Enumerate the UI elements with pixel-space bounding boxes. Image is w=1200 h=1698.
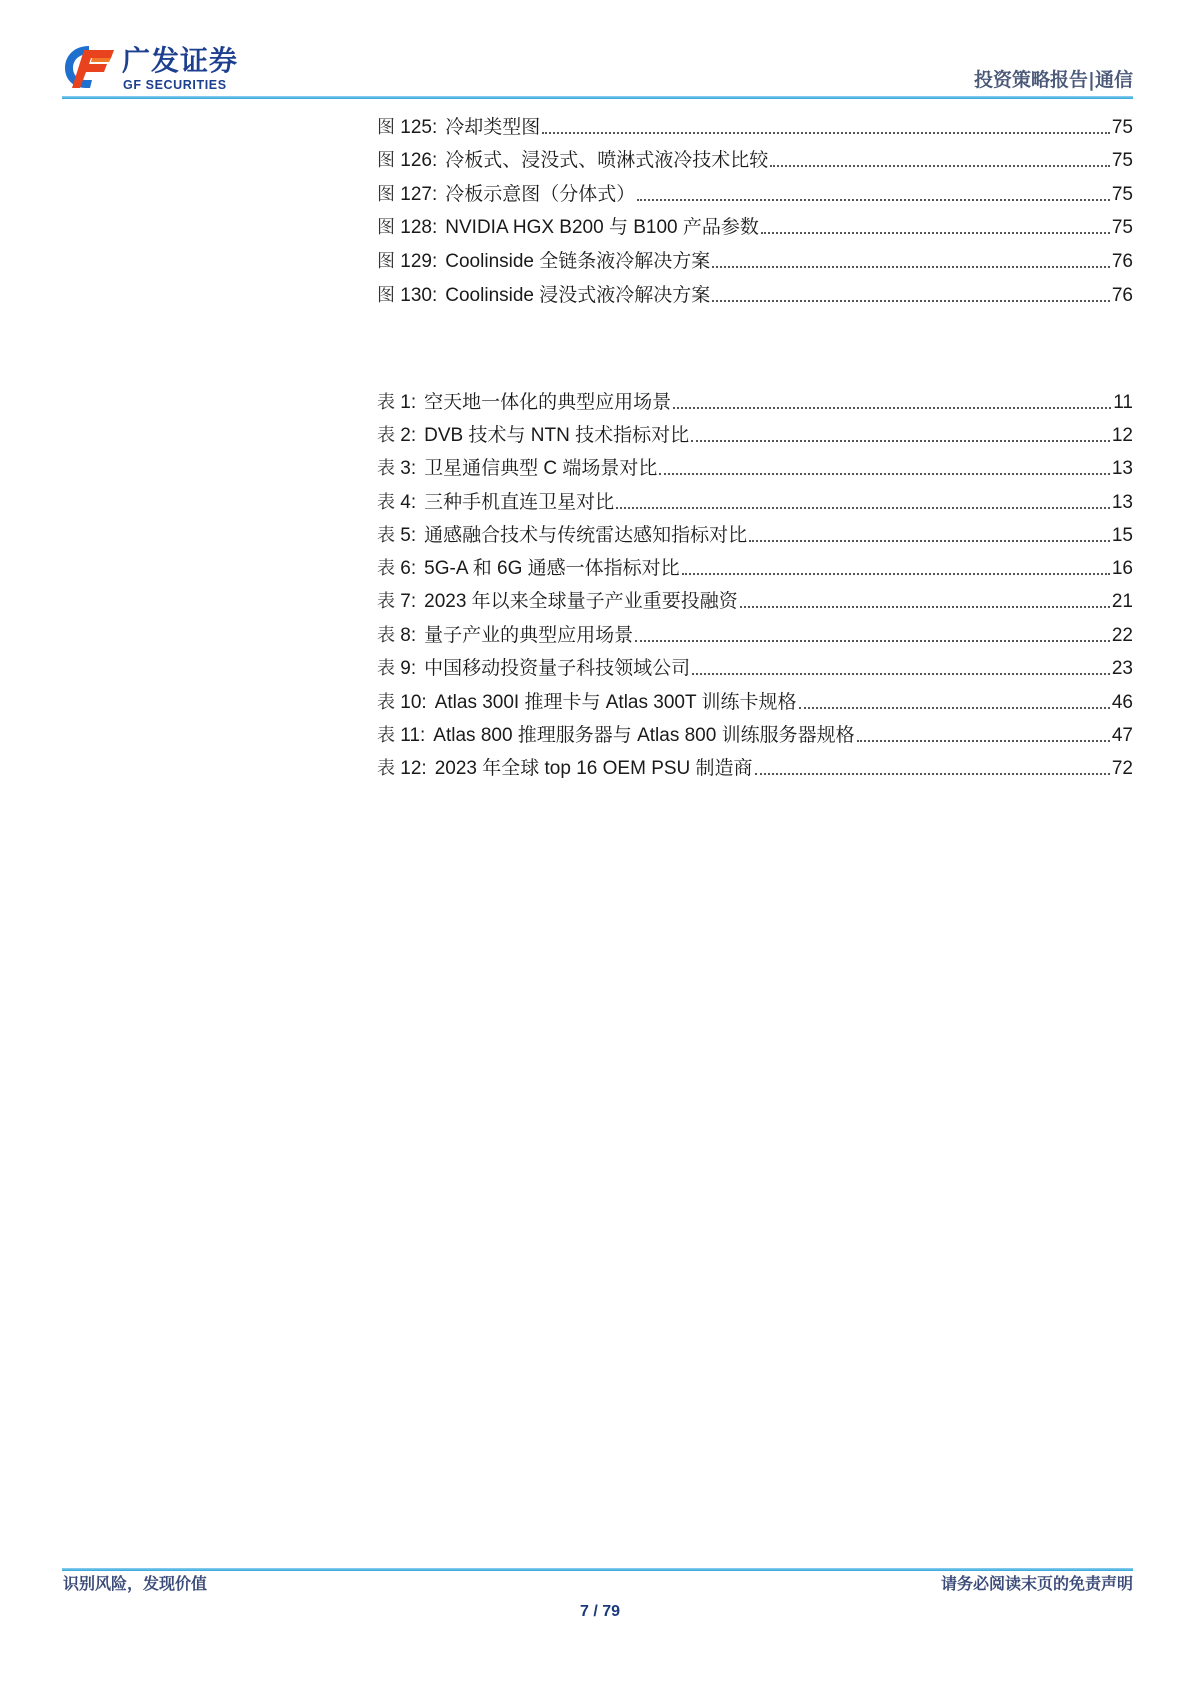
- toc-title: 空天地一体化的典型应用场景: [424, 392, 672, 413]
- toc-number: 125:: [400, 117, 438, 138]
- toc-page-number: 12: [1111, 425, 1133, 446]
- toc-title: 卫星通信典型 C 端场景对比: [424, 458, 658, 479]
- logo-chinese-name: 广发证券: [122, 44, 239, 77]
- toc-prefix: 图: [377, 150, 395, 171]
- toc-entry-label: [377, 457, 657, 481]
- toc-entry-figure[interactable]: [377, 250, 1133, 274]
- toc-entry-label: [377, 624, 633, 648]
- toc-page-number: 16: [1111, 558, 1133, 579]
- toc-page-number: 22: [1111, 625, 1133, 646]
- toc-entry-label: [377, 149, 768, 173]
- toc-prefix: 表: [377, 658, 395, 679]
- toc-page-number: 13: [1111, 458, 1133, 479]
- dot-leader: [616, 507, 1110, 509]
- gf-logo-mark-icon: [62, 44, 116, 90]
- dot-leader: [692, 673, 1110, 675]
- toc-entry-table[interactable]: [377, 391, 1133, 415]
- toc-title: Coolinside 全链条液冷解决方案: [445, 251, 711, 272]
- dot-leader: [691, 440, 1110, 442]
- toc-entry-table[interactable]: [377, 724, 1133, 748]
- toc-prefix: 表: [377, 558, 395, 579]
- toc-page-number: 46: [1111, 692, 1133, 713]
- toc-page-number: 15: [1111, 525, 1133, 546]
- toc-number: 9:: [400, 658, 417, 679]
- toc-number: 2:: [400, 425, 417, 446]
- footer-disclaimer-link: 请务必阅读末页的免责声明: [940, 1574, 1133, 1593]
- toc-number: 11:: [400, 725, 426, 746]
- toc-page-number: 76: [1111, 285, 1133, 306]
- toc-title: DVB 技术与 NTN 技术指标对比: [424, 425, 690, 446]
- toc-entry-figure[interactable]: [377, 284, 1133, 308]
- dot-leader: [659, 473, 1109, 475]
- toc-entry-label: [377, 250, 710, 274]
- toc-entry-table[interactable]: [377, 757, 1133, 781]
- dot-leader: [542, 132, 1110, 134]
- toc-number: 4:: [400, 492, 417, 513]
- toc-prefix: 表: [377, 758, 395, 779]
- toc-number: 7:: [400, 591, 417, 612]
- toc-entry-label: [377, 557, 680, 581]
- toc-number: 126:: [400, 150, 438, 171]
- header-divider: [62, 96, 1133, 99]
- dot-leader: [755, 773, 1110, 775]
- toc-title: 冷板示意图（分体式）: [445, 184, 636, 205]
- dot-leader: [712, 300, 1110, 302]
- toc-entry-table[interactable]: [377, 524, 1133, 548]
- toc-entry-label: [377, 590, 738, 614]
- toc-entry-label: [377, 724, 855, 748]
- toc-title: 中国移动投资量子科技领域公司: [424, 658, 691, 679]
- toc-prefix: 表: [377, 525, 395, 546]
- toc-entry-label: [377, 524, 747, 548]
- dot-leader: [770, 165, 1110, 167]
- toc-page-number: 13: [1111, 492, 1133, 513]
- toc-entry-label: [377, 491, 614, 515]
- toc-prefix: 表: [377, 458, 395, 479]
- toc-entry-label: [377, 216, 759, 240]
- toc-number: 8:: [400, 625, 417, 646]
- toc-page-number: 76: [1111, 251, 1133, 272]
- toc-page-number: 72: [1111, 758, 1133, 779]
- toc-page-number: 75: [1111, 184, 1133, 205]
- toc-entry-label: [377, 424, 689, 448]
- toc-number: 130:: [400, 285, 438, 306]
- toc-title: 三种手机直连卫星对比: [424, 492, 615, 513]
- toc-entry-label: [377, 657, 690, 681]
- toc-entry-figure[interactable]: [377, 183, 1133, 207]
- toc-entry-table[interactable]: [377, 557, 1133, 581]
- toc-prefix: 表: [377, 392, 395, 413]
- toc-entry-label: [377, 284, 710, 308]
- toc-number: 10:: [400, 692, 427, 713]
- toc-entry-table[interactable]: [377, 657, 1133, 681]
- toc-entry-table[interactable]: [377, 491, 1133, 515]
- footer-divider: [62, 1568, 1133, 1571]
- dot-leader: [857, 740, 1110, 742]
- toc-prefix: 表: [377, 591, 395, 612]
- toc-entry-table[interactable]: [377, 457, 1133, 481]
- toc-entry-table[interactable]: [377, 590, 1133, 614]
- toc-number: 5:: [400, 525, 417, 546]
- toc-number: 12:: [400, 758, 427, 779]
- toc-title: Atlas 800 推理服务器与 Atlas 800 训练服务器规格: [433, 725, 855, 746]
- toc-number: 128:: [400, 217, 438, 238]
- toc-number: 6:: [400, 558, 417, 579]
- logo-english-name: GF SECURITIES: [123, 78, 227, 92]
- toc-title: 冷板式、浸没式、喷淋式液冷技术比较: [445, 150, 769, 171]
- footer-slogan: 识别风险，发现价值: [63, 1574, 208, 1593]
- toc-prefix: 图: [377, 285, 395, 306]
- toc-entry-label: [377, 183, 635, 207]
- toc-number: 129:: [400, 251, 438, 272]
- toc-entry-label: [377, 391, 671, 415]
- toc-prefix: 图: [377, 251, 395, 272]
- toc-page-number: 21: [1111, 591, 1133, 612]
- toc-prefix: 图: [377, 184, 395, 205]
- toc-entry-figure[interactable]: [377, 216, 1133, 240]
- dot-leader: [749, 540, 1110, 542]
- dot-leader: [637, 199, 1110, 201]
- toc-title: Coolinside 浸没式液冷解决方案: [445, 285, 711, 306]
- toc-title: Atlas 300I 推理卡与 Atlas 300T 训练卡规格: [434, 692, 797, 713]
- toc-title: 量子产业的典型应用场景: [424, 625, 634, 646]
- toc-prefix: 表: [377, 425, 395, 446]
- toc-entry-label: [377, 116, 540, 140]
- toc-title: 5G-A 和 6G 通感一体指标对比: [424, 558, 680, 579]
- toc-page-number: 75: [1111, 217, 1133, 238]
- toc-prefix: 表: [377, 625, 395, 646]
- dot-leader: [635, 640, 1110, 642]
- toc-prefix: 表: [377, 725, 395, 746]
- toc-title: 冷却类型图: [445, 117, 541, 138]
- toc-title: 2023 年全球 top 16 OEM PSU 制造商: [434, 758, 753, 779]
- report-type-label: 投资策略报告|通信: [974, 69, 1133, 91]
- toc-title: NVIDIA HGX B200 与 B100 产品参数: [445, 217, 759, 238]
- toc-prefix: 图: [377, 117, 395, 138]
- toc-page-number: 75: [1111, 117, 1133, 138]
- dot-leader: [761, 232, 1110, 234]
- toc-entry-figure[interactable]: [377, 149, 1133, 173]
- dot-leader: [712, 266, 1110, 268]
- toc-page-number: 11: [1113, 392, 1133, 413]
- toc-number: 127:: [400, 184, 438, 205]
- toc-entry-table[interactable]: [377, 424, 1133, 448]
- toc-title: 2023 年以来全球量子产业重要投融资: [424, 591, 738, 612]
- toc-entry-label: [377, 691, 797, 715]
- gf-securities-logo: [62, 44, 262, 92]
- page-number: 7 / 79: [579, 1603, 621, 1620]
- dot-leader: [682, 573, 1110, 575]
- toc-page-number: 75: [1111, 150, 1133, 171]
- dot-leader: [673, 407, 1111, 409]
- toc-entry-figure[interactable]: [377, 116, 1133, 140]
- dot-leader: [799, 707, 1110, 709]
- toc-entry-label: [377, 757, 753, 781]
- toc-number: 3:: [400, 458, 417, 479]
- toc-page-number: 47: [1111, 725, 1133, 746]
- toc-title: 通感融合技术与传统雷达感知指标对比: [424, 525, 748, 546]
- toc-page-number: 23: [1111, 658, 1133, 679]
- toc-prefix: 表: [377, 692, 395, 713]
- toc-prefix: 图: [377, 217, 395, 238]
- dot-leader: [740, 606, 1110, 608]
- toc-entry-table[interactable]: [377, 624, 1133, 648]
- toc-prefix: 表: [377, 492, 395, 513]
- toc-number: 1:: [400, 392, 417, 413]
- toc-entry-table[interactable]: [377, 691, 1133, 715]
